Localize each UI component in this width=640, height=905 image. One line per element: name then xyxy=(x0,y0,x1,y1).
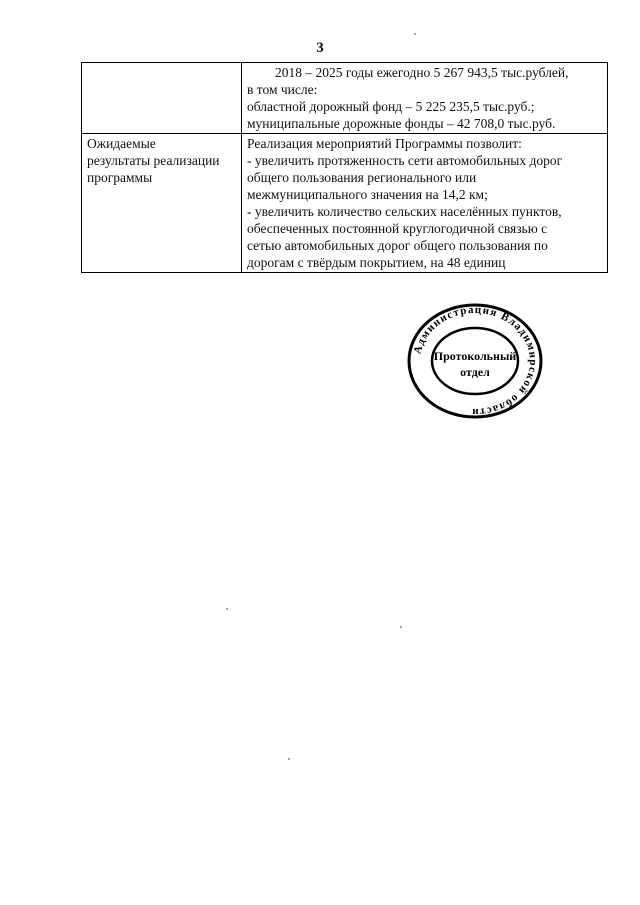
funding-regional-line: областной дорожный фонд – 5 225 235,5 тыс.руб.; xyxy=(247,99,535,114)
scan-speck xyxy=(288,758,290,760)
funding-municipal-line: муниципальные дорожные фонды – 42 708,0 тыс.руб. xyxy=(247,116,556,131)
funding-total-line: 2018 – 2025 годы ежегодно 5 267 943,5 тыс.рублей, xyxy=(275,65,569,80)
table-row-expected-results xyxy=(82,134,608,273)
table-row-funding xyxy=(82,63,608,134)
expected-results-label-line: программы xyxy=(87,170,153,185)
results-text-line: обеспеченных постоянной круглогодичной связью с xyxy=(247,221,548,236)
results-text-line: Реализация мероприятий Программы позволит: xyxy=(247,136,522,151)
results-text-line: межмуниципального значения на 14,2 км; xyxy=(247,187,488,202)
scan-speck xyxy=(414,33,416,35)
funding-left-cell xyxy=(82,63,242,134)
results-text-line: дорогам с твёрдым покрытием, на 48 единиц xyxy=(247,255,506,270)
expected-results-label-cell xyxy=(82,134,242,273)
funding-including-line: в том числе: xyxy=(247,82,318,97)
funding-right-cell xyxy=(242,63,608,134)
results-text-line: сетью автомобильных дорог общего пользования по xyxy=(247,238,548,253)
results-text-line: - увеличить количество сельских населённых пунктов, xyxy=(247,204,562,219)
expected-results-label-line: Ожидаемые xyxy=(87,136,156,151)
scan-speck xyxy=(400,626,402,628)
results-text-line: общего пользования регионального или xyxy=(247,170,477,185)
expected-results-label-line: результаты реализации xyxy=(87,153,220,168)
stamp-center-line-1: Протокольный xyxy=(433,349,517,363)
scan-speck xyxy=(226,608,228,610)
program-passport-table xyxy=(81,62,608,273)
results-text-line: - увеличить протяженность сети автомобильных дорог xyxy=(247,153,563,168)
page-number: 3 xyxy=(316,40,324,56)
official-stamp xyxy=(405,302,545,420)
stamp-seal-graphic xyxy=(405,302,545,420)
stamp-ring-text: Администрация Владимирской области xyxy=(411,303,540,419)
expected-results-text-cell xyxy=(242,134,608,273)
stamp-center-line-2: отдел xyxy=(460,365,490,379)
